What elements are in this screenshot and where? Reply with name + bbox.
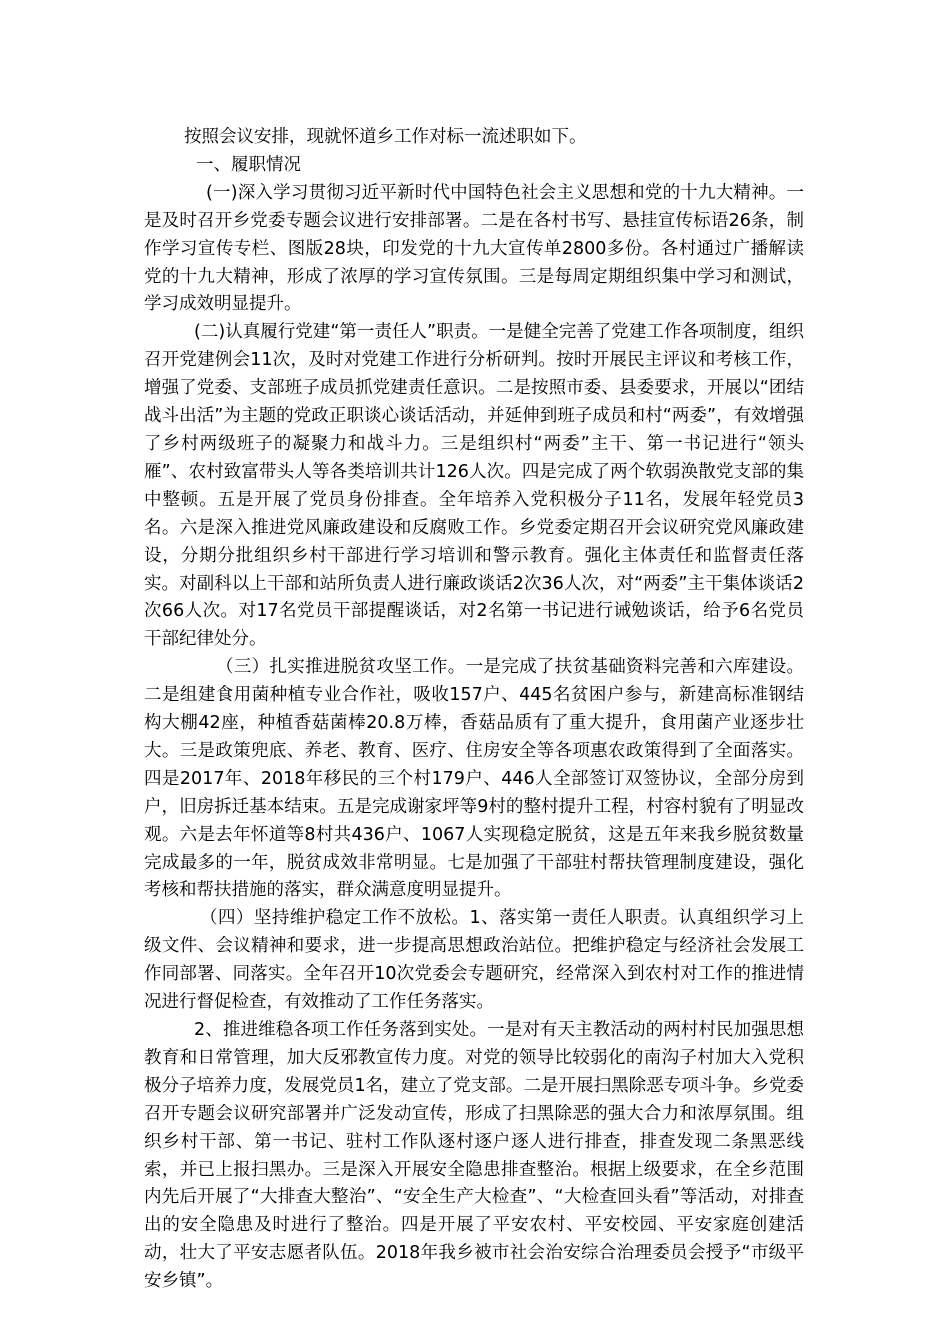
- paragraph-study-spirit: (一)深入学习贯彻习近平新时代中国特色社会主义思想和党的十九大精神。一是及时召开乡党委专题会议进行安排部署。二是在各村书写、悬挂宣传标语26条，制作学习宣传专栏、图版28块，印发党的十九大宣传单2800多份。各村通过广播解读党的十九大精神，形成了浓厚的学习宣传氛围。三是每周定期组织集中学习和测试，学习成效明显提升。: [144, 182, 804, 315]
- section-heading-performance: 一、履职情况: [196, 154, 301, 175]
- document-body: [144, 124, 804, 1296]
- paragraph-poverty-alleviation: （三）扎实推进脱贫攻坚工作。一是完成了扶贫基础资料完善和六库建设。二是组建食用菌种植专业合作社，吸收157户、445名贫困户参与，新建高标准钢结构大棚42座，种植香菇菌棒20.8万棒，香菇品质有了重大提升，食用菌产业逐步壮大。三是政策兜底、养老、教育、医疗、住房安全等各项惠农政策得到了全面落实。四是2017年、2018年移民的三个村179户、446人全部签订双签协议，全部分房到户，旧房拆迁基本结束。五是完成谢家坪等9村的整村提升工程，村容村貌有了明显改观。六是去年怀道等8村共436户、1067人实现稳定脱贫，这是五年来我乡脱贫数量完成最多的一年，脱贫成效非常明显。七是加强了干部驻村帮扶管理制度建设，强化考核和帮扶措施的落实，群众满意度明显提升。: [144, 657, 804, 901]
- paragraph-party-building: (二)认真履行党建“第一责任人”职责。一是健全完善了党建工作各项制度，组织召开党建例会11次，及时对党建工作进行分析研判。按时开展民主评议和考核工作，增强了党委、支部班子成员抓党建责任意识。二是按照市委、县委要求，开展以“团结战斗出活”为主题的党政正职谈心谈话活动，并延伸到班子成员和村“两委”，有效增强了乡村两级班子的凝聚力和战斗力。三是组织村“两委”主干、第一书记进行“领头雁”、农村致富带头人等各类培训共计126人次。四是完成了两个软弱涣散党支部的集中整顿。五是开展了党员身份排查。全年培养入党积极分子11名，发展年轻党员3名。六是深入推进党风廉政建设和反腐败工作。乡党委定期召开会议研究党风廉政建设，分期分批组织乡村干部进行学习培训和警示教育。强化主体责任和监督责任落实。对副科以上干部和站所负责人进行廉政谈话2次36人次，对“两委”主干集体谈话2次66人次。对17名党员干部提醒谈话，对2名第一书记进行诫勉谈话，给予6名党员干部纪律处分。: [144, 322, 804, 650]
- paragraph-stability: （四）坚持维护稳定工作不放松。1、落实第一责任人职责。认真组织学习上级文件、会议精神和要求，进一步提高思想政治站位。把维护稳定与经济社会发展工作同部署、同落实。全年召开10次党委会专题研究，经常深入到农村对工作的推进情况进行督促检查，有效推动了工作任务落实。: [144, 908, 804, 1013]
- paragraph-stability-tasks: 2、推进维稳各项工作任务落到实处。一是对有天主教活动的两村村民加强思想教育和日常管理，加大反邪教宣传力度。对党的领导比较弱化的南沟子村加大入党积极分子培养力度，发展党员1名，建立了党支部。二是开展扫黑除恶专项斗争。乡党委召开专题会议研究部署并广泛发动宣传，形成了扫黑除恶的强大合力和浓厚氛围。组织乡村干部、第一书记、驻村工作队逐村逐户逐人进行排查，排查发现二条黑恶线索，并已上报扫黑办。三是深入开展安全隐患排查整治。根据上级要求，在全乡范围内先后开展了“大排查大整治”、“安全生产大检查”、“大检查回头看”等活动，对排查出的安全隐患及时进行了整治。四是开展了平安农村、平安校园、平安家庭创建活动，壮大了平安志愿者队伍。2018年我乡被市社会治安综合治理委员会授予“市级平安乡镇”。: [144, 1020, 804, 1292]
- intro-paragraph: 按照会议安排，现就怀道乡工作对标一流述职如下。: [184, 127, 587, 147]
